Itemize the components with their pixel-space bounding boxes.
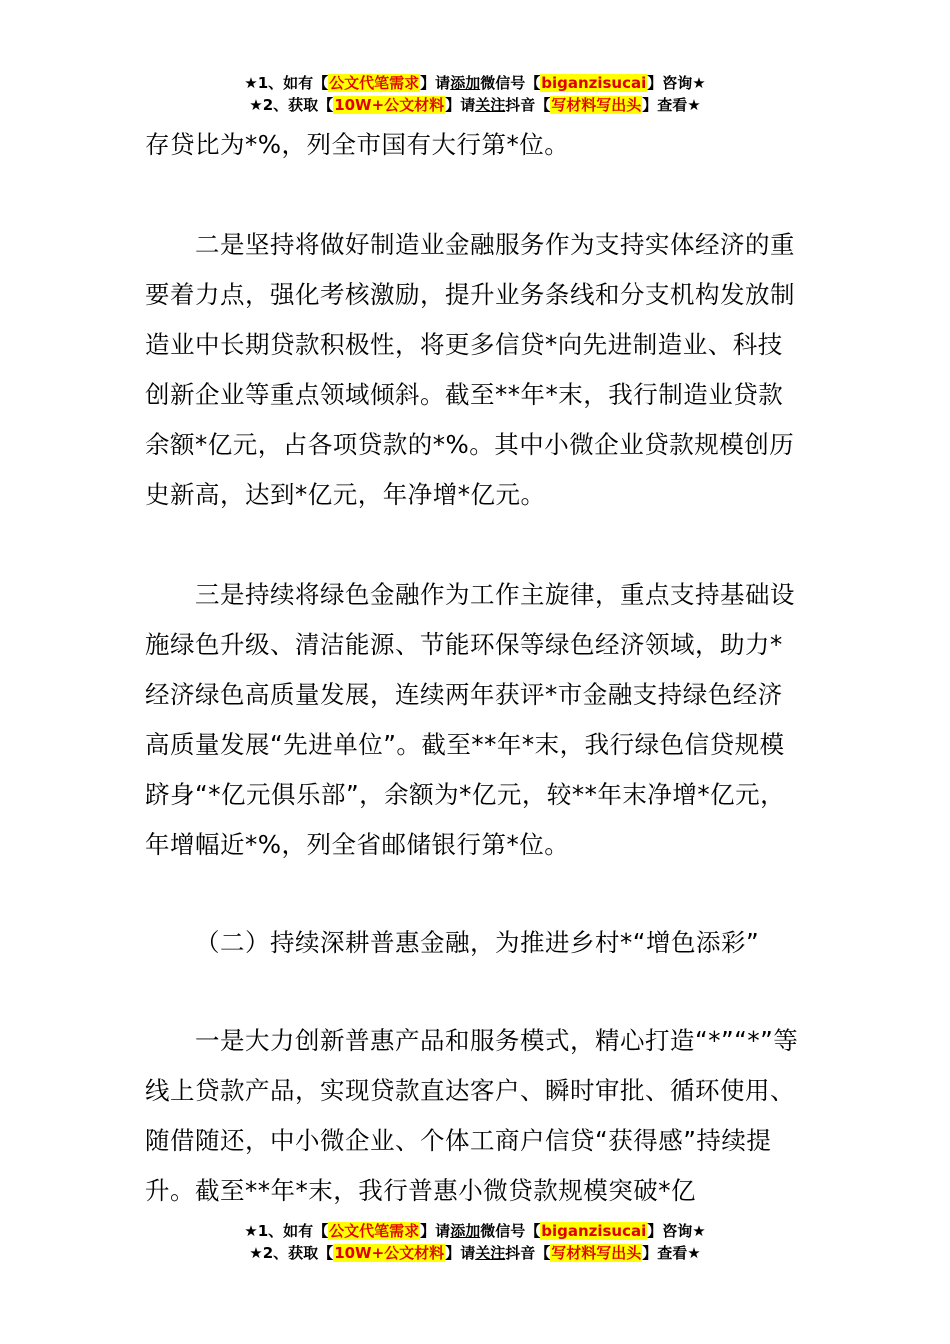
paragraph-green-finance: 三是持续将绿色金融作为工作主旋律，重点支持基础设施绿色升级、清洁能源、节能环保等绿色经济领域，助力*经济绿色高质量发展，连续两年获评*市金融支持绿色经济高质量发展“先进单位”。截至**年*末，我行绿色信贷规模跻身“*亿元俱乐部”，余额为*亿元，较**年末净增*亿元，年增幅近*%，列全省邮储银行第*位。 xyxy=(145,580,795,859)
paragraph-inclusive-products: 一是大力创新普惠产品和服务模式，精心打造“*”“*”等线上贷款产品，实现贷款直达客户、瞬时审批、循环使用、随借随还，中小微企业、个体工商户信贷“获得感”持续提升。截至**年*末，我行普惠小微贷款规模突破*亿 xyxy=(145,1026,799,1205)
banner-line-2: ★2、获取【10W+公文材料】请关注抖音【写材料写出头】查看★ xyxy=(249,96,701,114)
highlight-wechat-id: biganzisucai xyxy=(541,1222,647,1240)
highlight-service: 公文代笔需求 xyxy=(329,1222,420,1240)
highlight-service: 公文代笔需求 xyxy=(329,74,420,92)
paragraph-manufacturing: 二是坚持将做好制造业金融服务作为支持实体经济的重要着力点，强化考核激励，提升业务条线和分支机构发放制造业中长期贷款积极性，将更多信贷*向先进制造业、科技创新企业等重点领域倾斜。截至**年*末，我行制造业贷款余额*亿元，占各项贷款的*%。其中小微企业贷款规模创历史新高，达到*亿元，年净增*亿元。 xyxy=(145,230,795,509)
section-heading-inclusive-finance: （二）持续深耕普惠金融，为推进乡村*“增色添彩” xyxy=(195,928,760,957)
header-banner xyxy=(0,72,950,116)
highlight-douyin: 写材料写出头 xyxy=(551,96,642,114)
footer-banner xyxy=(0,1220,950,1264)
banner-line-1: ★1、如有【公文代笔需求】请添加微信号【biganzisucai】咨询★ xyxy=(244,1222,706,1240)
highlight-wechat-id: biganzisucai xyxy=(541,74,647,92)
highlight-materials: 10W+公文材料 xyxy=(334,96,445,114)
banner-line-2: ★2、获取【10W+公文材料】请关注抖音【写材料写出头】查看★ xyxy=(249,1244,701,1262)
highlight-materials: 10W+公文材料 xyxy=(334,1244,445,1262)
banner-line-1: ★1、如有【公文代笔需求】请添加微信号【biganzisucai】咨询★ xyxy=(244,74,706,92)
paragraph-continuation: 存贷比为*%，列全市国有大行第*位。 xyxy=(145,130,570,159)
highlight-douyin: 写材料写出头 xyxy=(551,1244,642,1262)
